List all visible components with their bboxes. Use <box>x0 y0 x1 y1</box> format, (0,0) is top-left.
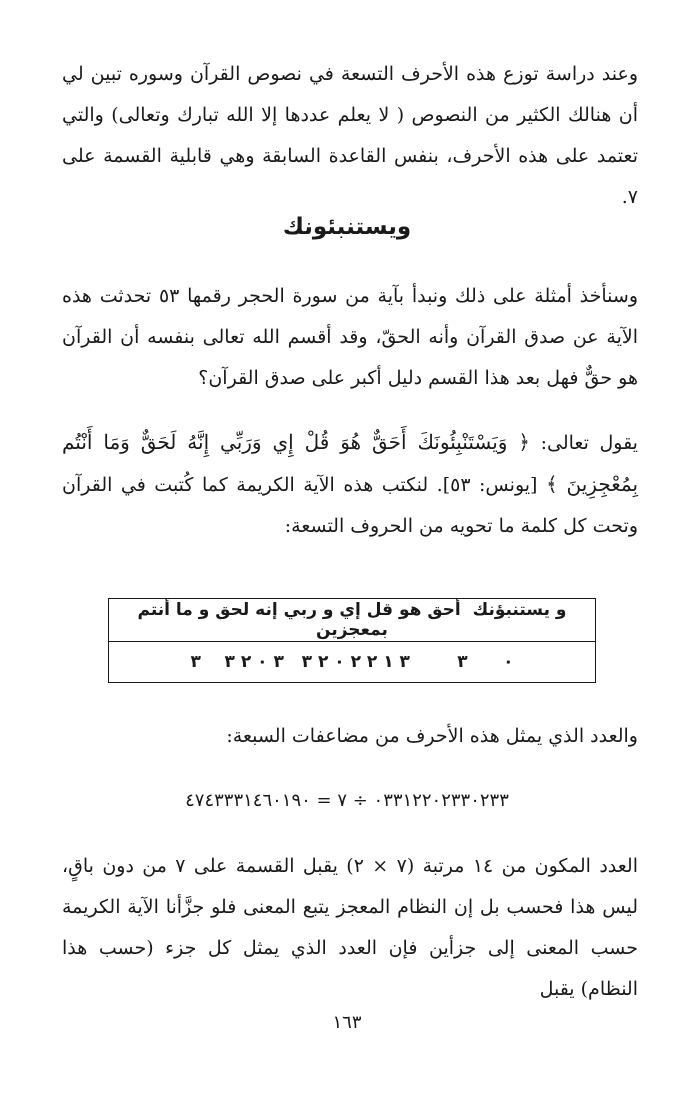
table-count: ٠ <box>334 652 345 672</box>
table-word: و <box>555 600 567 620</box>
table-word: ما <box>175 600 193 620</box>
table-word: و <box>322 600 334 620</box>
verse-intro: يقول تعالى: <box>540 432 638 454</box>
paragraph-example: وسنأخذ أمثلة على ذلك ونبدأ بآية من سورة الحجر رقمها ٥٣ تحدثت هذه الآية عن صدق القرآن وأنه الحقّ، وقد أقسم الله تعالى بنفسه أن القرآن هو حقٌّ فهل بعد هذا القسم دليل أكبر على صدق القرآن؟ <box>62 285 639 389</box>
table-word: إي <box>339 600 361 620</box>
division-equation: ٠٣٣١٢٢٠٢٣٣٠٢٣٣ ÷ ٧ = ٤٧٤٣٣٣١٤٦٠١٩٠ <box>185 790 509 811</box>
table-row-words <box>109 599 596 642</box>
table-count: ٢ <box>240 652 252 672</box>
table-word: هو <box>398 600 422 620</box>
verse-followup: لنكتب هذه الآية الكريمة كما كُتبت في القرآن وتحت كل كلمة ما تحويه من الحروف التسعة: <box>62 474 638 537</box>
table-word: ربي <box>283 600 317 620</box>
paragraph-conclusion: العدد المكون من ١٤ مرتبة (٧ × ٢) يقبل القسمة على ٧ من دون باقٍ، ليس هذا فحسب بل إن النظام المعجز يتبع المعنى فلو جزَّأنا الآية الكريمة حسب المعنى إلى جزأين فإن العدد الذي يمثل كل جزء (حسب هذا النظام) يقبل <box>62 855 638 1000</box>
table-word: لحق <box>215 600 250 620</box>
table-count: ٠ <box>257 652 268 672</box>
table-count: ٢ <box>317 652 329 672</box>
table-count: ٣ <box>273 652 284 672</box>
table-count: ٣ <box>224 652 235 672</box>
section-heading: ويستنبئونك <box>282 214 412 240</box>
table-row-counts <box>109 642 596 683</box>
verse-reference: [يونس: ٥٣]. <box>436 474 538 496</box>
paragraph-number-note: والعدد الذي يمثل هذه الأحرف من مضاعفات السبعة: <box>226 725 638 747</box>
table-word: أنتم <box>137 600 170 620</box>
table-word: أحق <box>427 600 461 620</box>
table-count: ٣ <box>190 652 201 672</box>
letter-count-table <box>108 598 596 683</box>
table-count: ١ <box>383 652 394 672</box>
table-count: ٠ <box>503 652 514 672</box>
table-count: ٢ <box>366 652 378 672</box>
table-word: يستنبؤنك <box>472 600 550 620</box>
table-word: بمعجزين <box>316 620 388 640</box>
page-number: ١٦٣ <box>332 1012 362 1033</box>
table-word: إنه <box>255 600 278 620</box>
paragraph-intro: وعند دراسة توزع هذه الأحرف التسعة في نصوص القرآن وسوره تبين لي أن هنالك الكثير من النصوص ( لا يعلم عددها إلا الله تبارك وتعالى) والتي تعتمد على هذه الأحرف، بنفس القاعدة السابقة وهي قابلية القسمة على ٧. <box>62 63 638 208</box>
table-count: ٣ <box>399 652 410 672</box>
table-cell-words <box>109 599 596 642</box>
table-count: ٣ <box>301 652 313 672</box>
table-word: قل <box>366 600 394 620</box>
table-word: و <box>198 600 210 620</box>
table-count: ٣ <box>457 652 468 672</box>
quran-verse: ﴿ وَيَسْتَنْبِئُونَكَ أَحَقٌّ هُوَ قُلْ إِي وَرَبِّي إِنَّهُ لَحَقٌّ وَمَا أَنْتُم بِمُعْجِزِينَ ﴾ <box>62 430 639 496</box>
table-cell-counts <box>109 642 596 683</box>
paragraph-verse <box>62 422 638 547</box>
table-count: ٢ <box>350 652 361 672</box>
